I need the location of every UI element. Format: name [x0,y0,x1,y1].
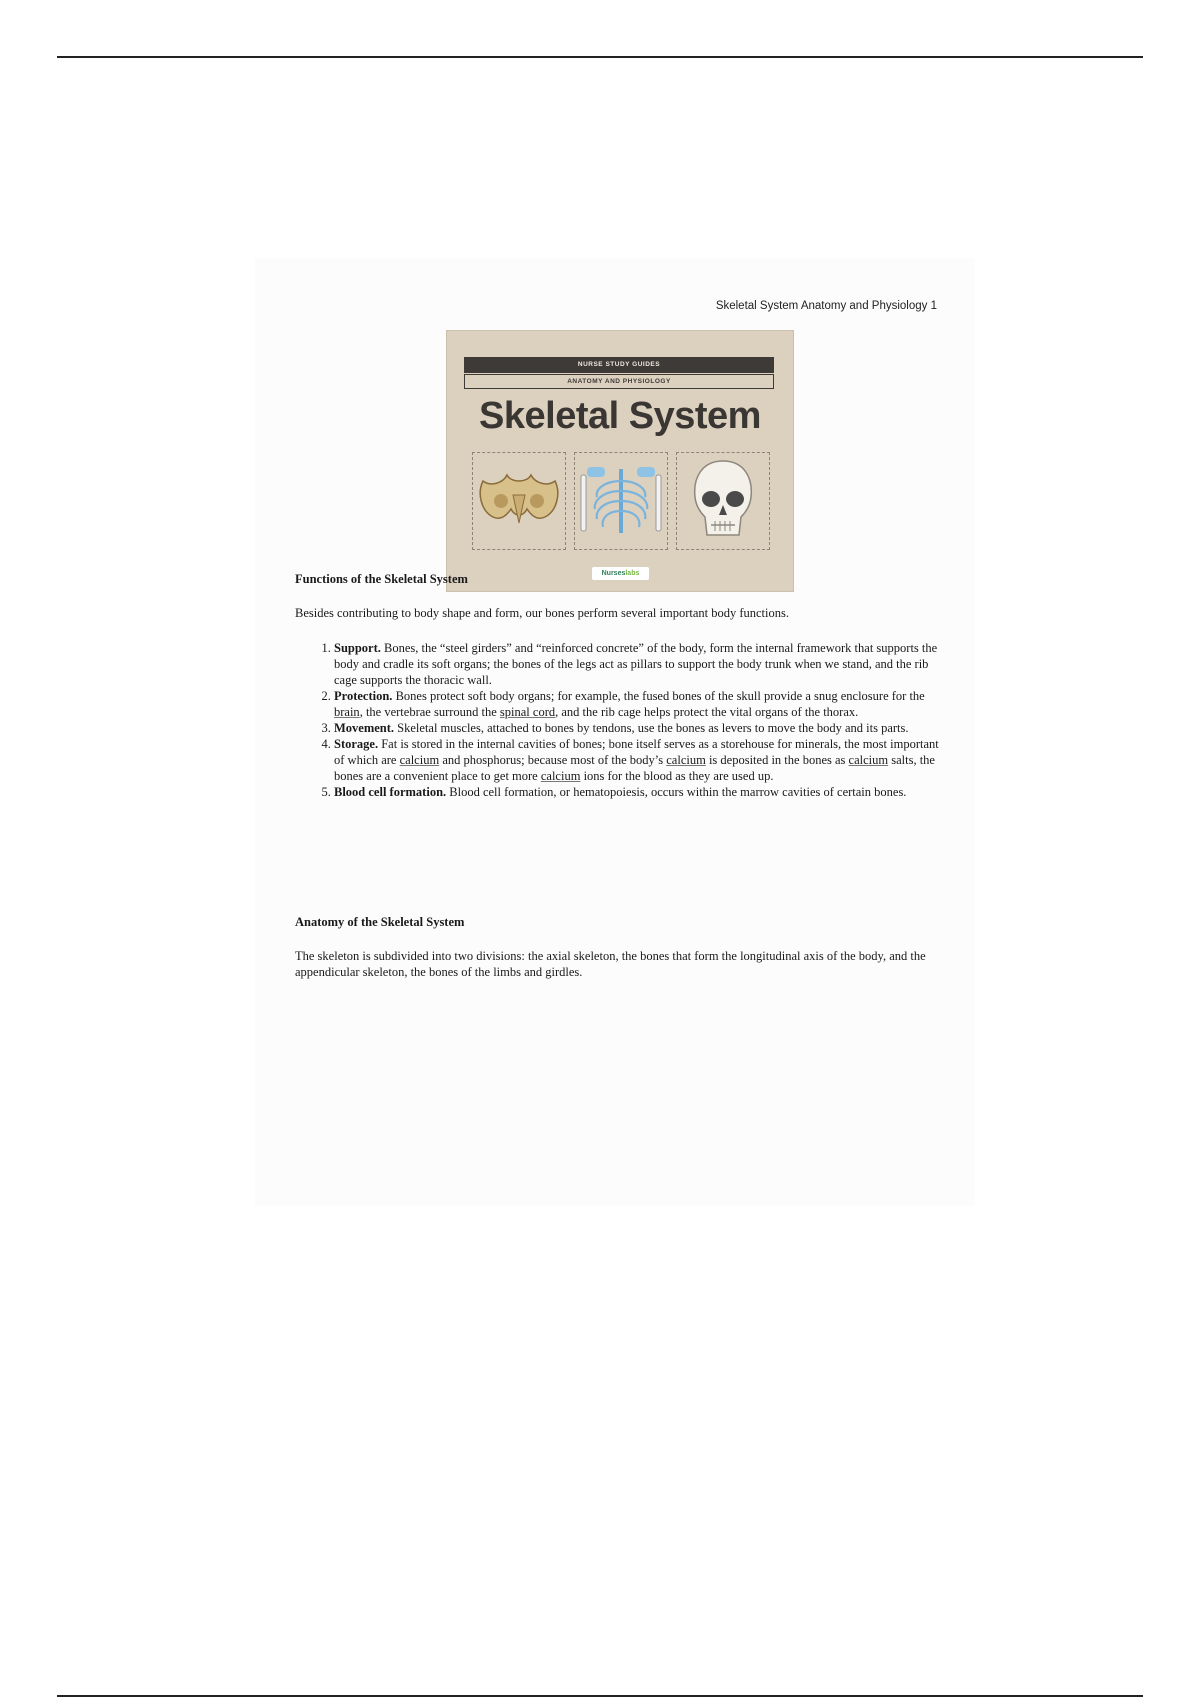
list-item: 4. Storage. Fat is stored in the internal cavities of bones; bone itself serves as a storehouse for minerals, the most important of which are calcium and phosphorus; because most of the body’s calcium is deposited in the bones as calcium salts, the bones are a convenient place to get more calcium ions for the blood as they are used up. [334,736,945,784]
running-head: Skeletal System Anatomy and Physiology 1 [715,300,937,312]
pelvis-panel [472,452,566,550]
section-heading-functions: Functions of the Skeletal System [295,572,468,586]
cover-title: Skeletal System [479,395,761,437]
top-rule [57,56,1143,58]
link-spinal-cord[interactable]: spinal cord [499,705,556,719]
document-page [255,258,975,1206]
cover-band-subject: ANATOMY AND PHYSIOLOGY [464,374,774,389]
list-item: 5. Blood cell formation. Blood cell formation, or hematopoiesis, occurs within the marrow cavities of certain bones. [334,784,945,800]
pelvis-illustration [473,453,565,549]
nurseslabs-logo: Nurseslabs [592,567,649,580]
link-calcium[interactable]: calcium [848,753,889,767]
list-item: 2. Protection. Bones protect soft body organs; for example, the fused bones of the skull provide a snug enclosure for the brain, the vertebrae surround the spinal cord, and the rib cage helps protect the vital organs of the thorax. [334,688,945,720]
link-calcium[interactable]: calcium [666,753,706,767]
bottom-rule [57,1695,1143,1697]
section-anatomy [295,914,945,980]
list-item: 1. Support. Bones, the “steel girders” and “reinforced concrete” of the body, form the internal framework that supports the body and cradle its soft organs; the bones of the legs act as pillars to support the body trunk when we stand, and the rib cage supports the thoracic wall. [334,640,945,688]
link-calcium[interactable]: calcium [399,753,440,767]
functions-list [295,640,945,800]
intro-paragraph: Besides contributing to body shape and form, our bones perform several important body functions. [295,606,789,620]
link-brain[interactable]: brain [334,705,360,719]
skull-illustration [677,453,769,549]
skull-panel [676,452,770,550]
list-item: 3. Movement. Skeletal muscles, attached to bones by tendons, use the bones as levers to move the body and its parts. [334,720,945,736]
cover-image [446,330,794,592]
link-calcium[interactable]: calcium [540,769,581,783]
ribcage-illustration [575,453,667,549]
section-heading-anatomy: Anatomy of the Skeletal System [295,915,465,929]
section-functions [295,571,945,800]
anatomy-paragraph: The skeleton is subdivided into two divisions: the axial skeleton, the bones that form the longitudinal axis of the body, and the appendicular skeleton, the bones of the limbs and girdles. [295,949,926,979]
cover-band-series: NURSE STUDY GUIDES [464,357,774,373]
ribcage-panel [574,452,668,550]
